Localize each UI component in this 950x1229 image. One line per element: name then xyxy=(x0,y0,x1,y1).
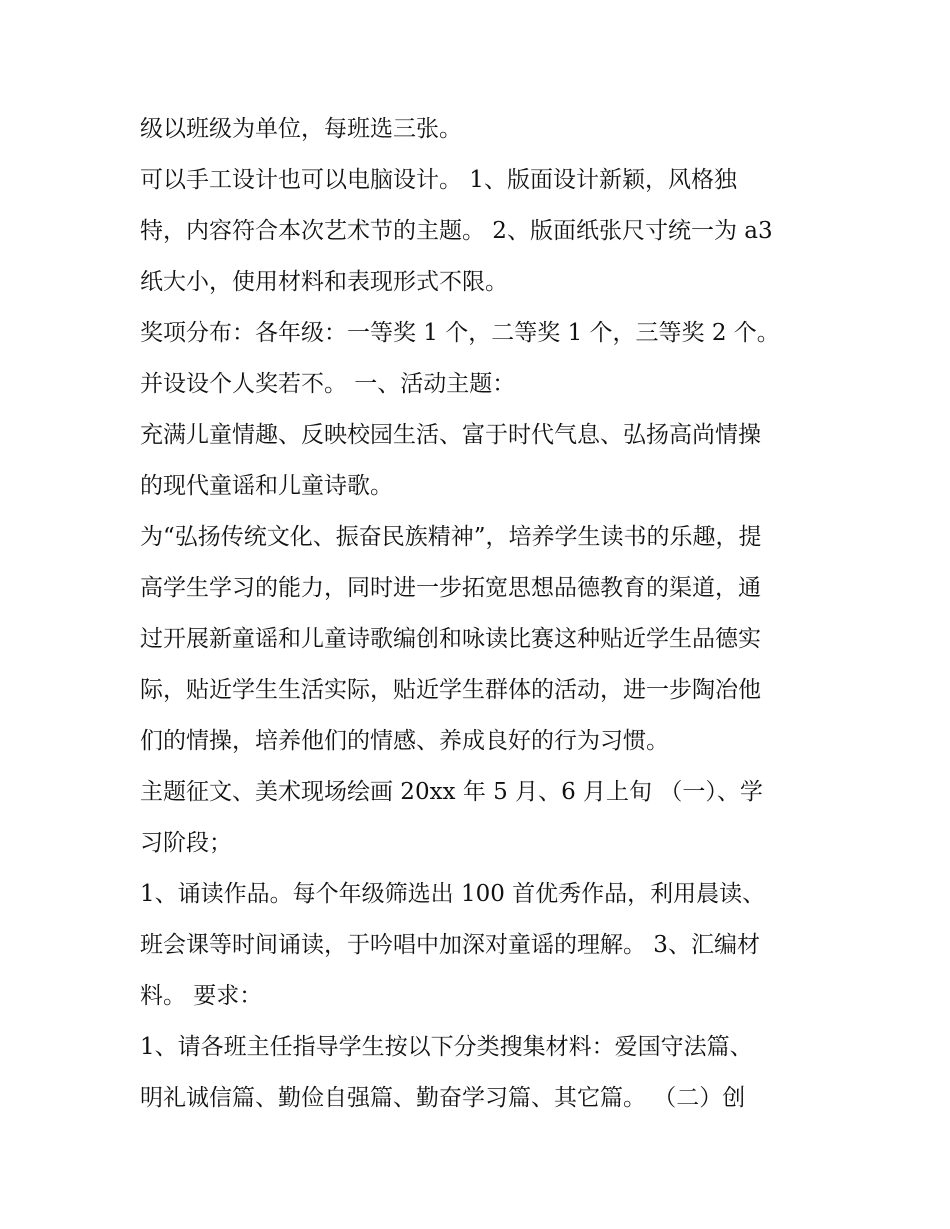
text-line: 班会课等时间诵读，于吟唱中加深对童谣的理解。 3、汇编材 xyxy=(140,932,760,958)
text-line: 1、请各班主任指导学生按以下分类搜集材料：爱国守法篇、 xyxy=(140,1034,753,1060)
text-line: 特，内容符合本次艺术节的主题。 2、版面纸张尺寸统一为 a3 xyxy=(140,218,773,244)
text-line: 的现代童谣和儿童诗歌。 xyxy=(140,473,393,499)
text-line: 1、诵读作品。每个年级筛选出 100 首优秀作品，利用晨读、 xyxy=(140,881,766,907)
text-line: 充满儿童情趣、反映校园生活、富于时代气息、弘扬高尚情操 xyxy=(140,422,761,448)
text-line: 级以班级为单位，每班选三张。 xyxy=(140,116,462,142)
text-line: 纸大小，使用材料和表现形式不限。 xyxy=(140,269,508,295)
text-line: 际，贴近学生生活实际，贴近学生群体的活动，进一步陶冶他 xyxy=(140,677,761,703)
text-line: 可以手工设计也可以电脑设计。 1、版面设计新颖，风格独 xyxy=(140,167,737,193)
text-line: 明礼诚信篇、勤俭自强篇、勤奋学习篇、其它篇。 （二）创 xyxy=(140,1085,746,1111)
text-line: 们的情操，培养他们的情感、养成良好的行为习惯。 xyxy=(140,728,669,754)
text-line: 过开展新童谣和儿童诗歌编创和咏读比赛这种贴近学生品德实 xyxy=(140,626,761,652)
text-line: 料。 要求： xyxy=(140,983,263,1009)
document-body xyxy=(140,104,820,1124)
text-line: 奖项分布：各年级：一等奖 1 个，二等奖 1 个，三等奖 2 个。 xyxy=(140,320,780,346)
text-line: 主题征文、美术现场绘画 20xx 年 5 月、6 月上旬 （一）、学 xyxy=(140,779,763,805)
text-line: 高学生学习的能力，同时进一步拓宽思想品德教育的渠道，通 xyxy=(140,575,761,601)
text-line: 习阶段； xyxy=(140,830,232,856)
text-line: 并设设个人奖若不。 一、活动主题： xyxy=(140,371,516,397)
text-line: 为“弘扬传统文化、振奋民族精神”，培养学生读书的乐趣，提 xyxy=(140,524,762,550)
